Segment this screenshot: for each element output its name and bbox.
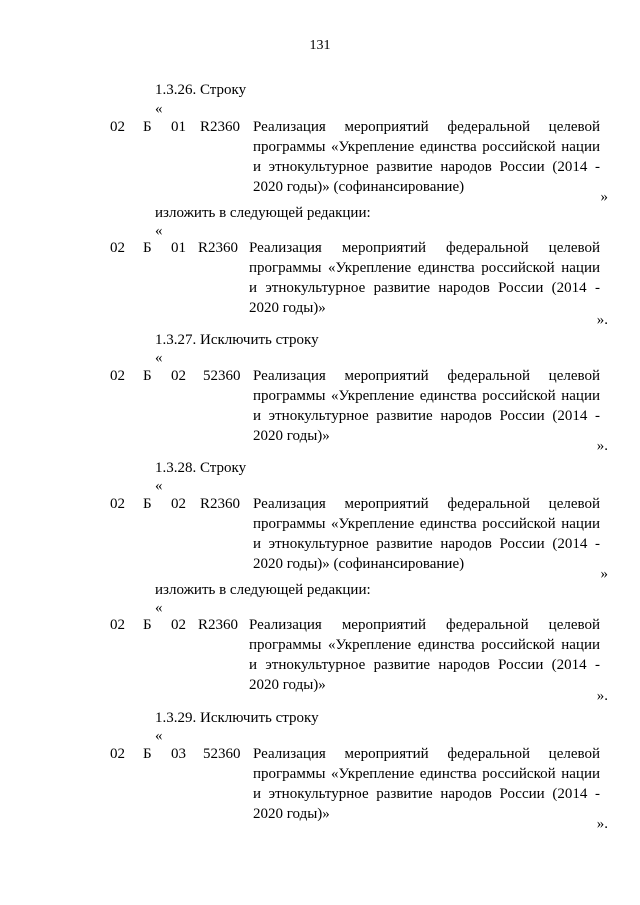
replace-instruction: изложить в следующей редакции: [155, 205, 371, 221]
section-heading: 1.3.29. Исключить строку [155, 710, 319, 726]
description-rest: программы «Укрепление единства российской нации и этнокультурное развитие народов России (2014 - 2020 годы)» (софинансирование) [253, 516, 600, 572]
code-letter: Б [143, 119, 152, 135]
row-description [253, 494, 600, 574]
open-quote: « [155, 350, 163, 366]
description-first-line: Реализация мероприятий федеральной целевой [253, 119, 600, 135]
code-target: R2360 [200, 496, 241, 512]
code-section: 02 [110, 496, 125, 512]
description-first-line: Реализация мероприятий федеральной целевой [253, 368, 600, 384]
code-subsection: 02 [171, 368, 186, 384]
close-quote: ». [596, 438, 608, 454]
description-rest: программы «Укрепление единства российской нации и этнокультурное развитие народов России (2014 - 2020 годы)» (софинансирование) [253, 139, 600, 195]
description-rest: программы «Укрепление единства российской нации и этнокультурное развитие народов России (2014 - 2020 годы)» [249, 637, 600, 693]
code-section: 02 [110, 368, 125, 384]
section-heading: 1.3.26. Строку [155, 82, 247, 98]
code-letter: Б [143, 746, 152, 762]
description-first-line: Реализация мероприятий федеральной целевой [253, 496, 600, 512]
description-first-line: Реализация мероприятий федеральной целевой [249, 240, 600, 256]
open-quote: « [155, 600, 163, 616]
description-rest: программы «Укрепление единства российской нации и этнокультурное развитие народов России (2014 - 2020 годы)» [253, 766, 600, 822]
close-quote: » [600, 189, 608, 205]
page-number: 131 [309, 38, 331, 53]
row-description [253, 117, 600, 197]
code-section: 02 [110, 617, 125, 633]
description-rest: программы «Укрепление единства российской нации и этнокультурное развитие народов России (2014 - 2020 годы)» [249, 260, 600, 316]
close-quote: » [600, 566, 608, 582]
close-quote: ». [596, 688, 608, 704]
open-quote: « [155, 223, 163, 239]
code-letter: Б [143, 240, 152, 256]
close-quote: ». [596, 816, 608, 832]
code-target: R2360 [198, 240, 239, 256]
description-rest: программы «Укрепление единства российской нации и этнокультурное развитие народов России (2014 - 2020 годы)» [253, 388, 600, 444]
code-subsection: 02 [171, 617, 186, 633]
code-target: R2360 [198, 617, 239, 633]
code-section: 02 [110, 746, 125, 762]
code-subsection: 01 [171, 240, 186, 256]
close-quote: ». [596, 312, 608, 328]
section-heading: 1.3.27. Исключить строку [155, 332, 319, 348]
open-quote: « [155, 101, 163, 117]
code-target: R2360 [200, 119, 241, 135]
code-target: 52360 [203, 746, 241, 762]
code-section: 02 [110, 240, 125, 256]
description-first-line: Реализация мероприятий федеральной целевой [253, 746, 600, 762]
code-subsection: 03 [171, 746, 186, 762]
code-letter: Б [143, 496, 152, 512]
code-section: 02 [110, 119, 125, 135]
code-letter: Б [143, 617, 152, 633]
code-target: 52360 [203, 368, 241, 384]
code-subsection: 01 [171, 119, 186, 135]
section-heading: 1.3.28. Строку [155, 460, 247, 476]
row-description [249, 238, 600, 318]
open-quote: « [155, 478, 163, 494]
row-description [253, 366, 600, 446]
replace-instruction: изложить в следующей редакции: [155, 582, 371, 598]
description-first-line: Реализация мероприятий федеральной целевой [249, 617, 600, 633]
code-subsection: 02 [171, 496, 186, 512]
open-quote: « [155, 728, 163, 744]
row-description [249, 615, 600, 695]
code-letter: Б [143, 368, 152, 384]
row-description [253, 744, 600, 824]
